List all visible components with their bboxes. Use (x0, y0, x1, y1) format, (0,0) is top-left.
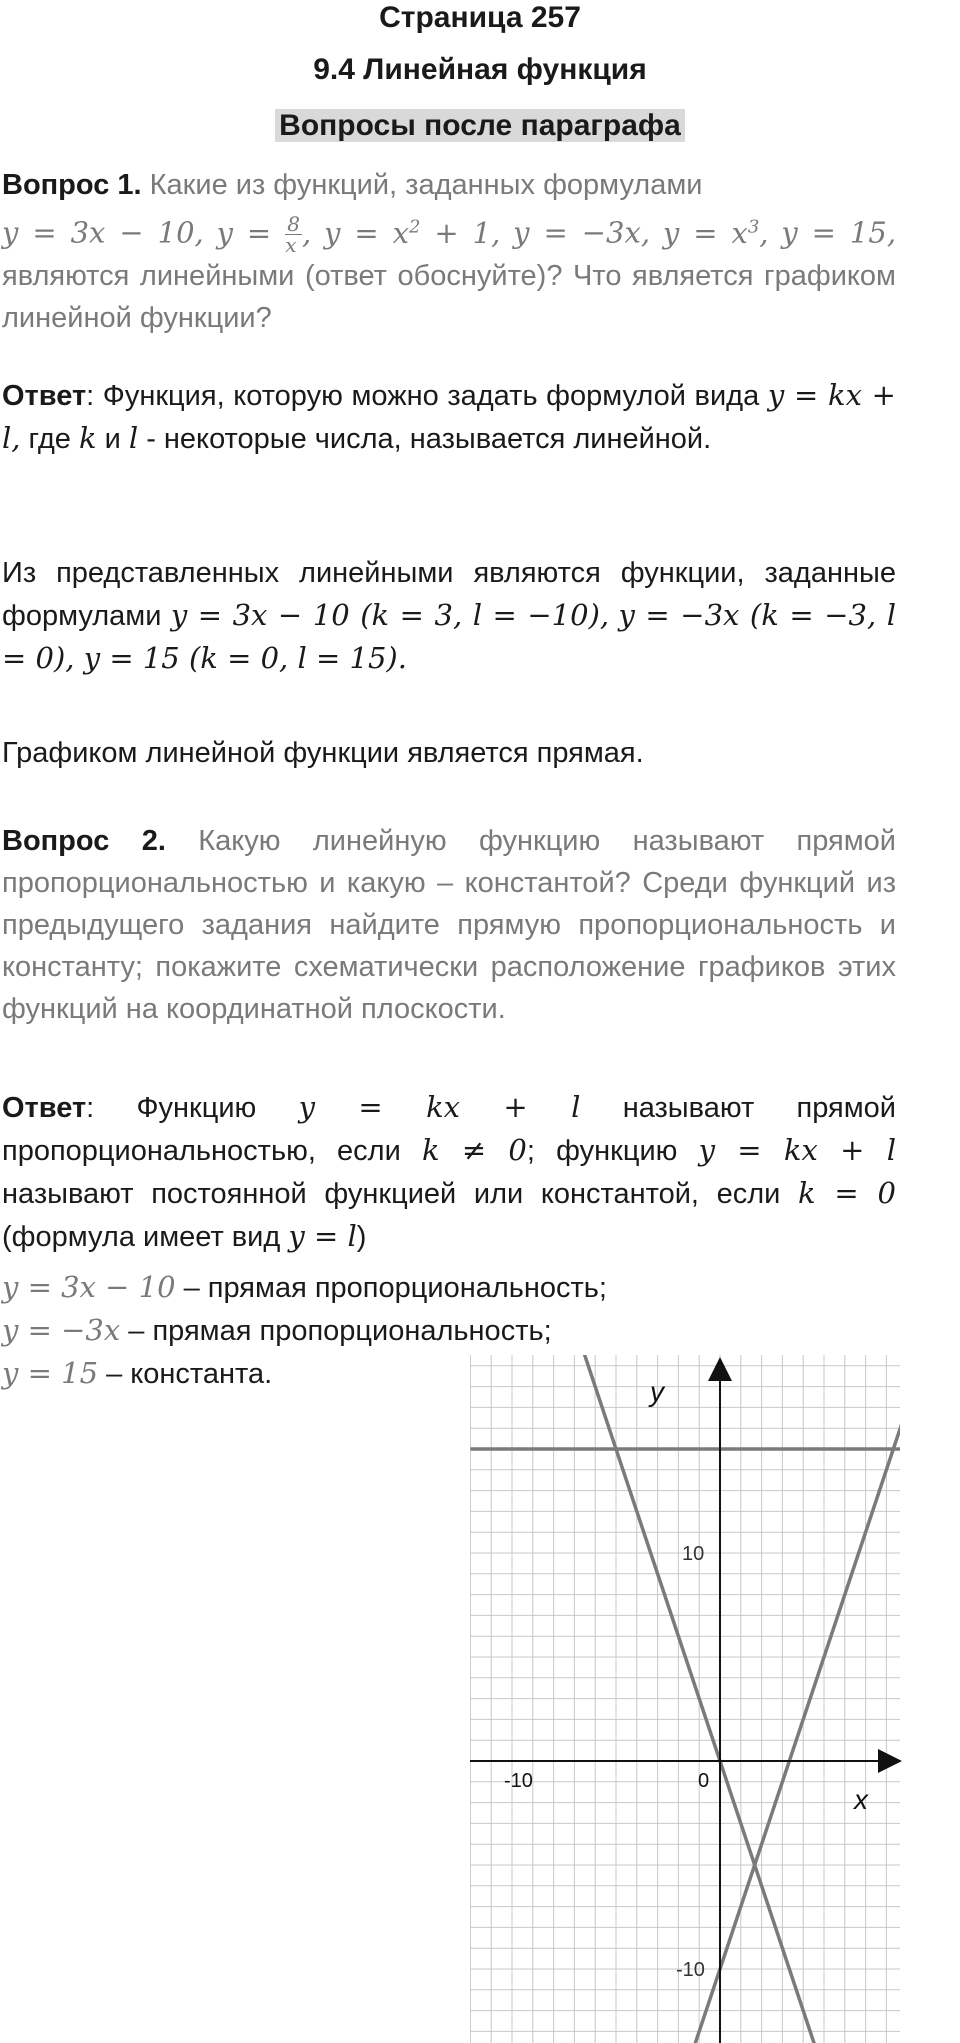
answer-2-label: Ответ (2, 1092, 87, 1124)
page-title: Страница 257 (379, 1, 581, 34)
linear-formula-2: y = −3x (618, 598, 740, 632)
classification-row-3: y = 15 – константа. (2, 1356, 273, 1390)
questions-header: Вопросы после параграфа (275, 109, 685, 142)
tick-label-x-neg-10: -10 (504, 1770, 533, 1792)
fraction-8-over-x: $\frac{8}{x}$ (285, 212, 300, 258)
x-axis-label: x (854, 1784, 868, 1815)
answer-2: Ответ: Функцию y = kx + l называют прямой пропорциональностью, если k ≠ 0; функцию y = kx + l называют постоянной функцией или константой, если k = 0 (формула имеет вид y = l) (2, 1090, 897, 1253)
answer-1-rest: - некоторые числа, называется линейной. (138, 423, 712, 455)
answer-1-label: Ответ (2, 380, 87, 412)
questions-header-wrap (0, 108, 960, 144)
formula-5: $y = x^3$, (662, 215, 769, 250)
question-2 (2, 820, 896, 1030)
question-2-label: Вопрос 2. (2, 825, 166, 857)
tick-label-origin: 0 (698, 1770, 710, 1792)
axis-labels (504, 1376, 869, 1981)
tick-label-y-10: 10 (682, 1543, 705, 1565)
question-1-formulas (2, 206, 897, 258)
question-1-text-a: Какие из функций, заданных формулами (149, 169, 703, 201)
linear-formula-3: y = 15 (74, 641, 180, 675)
series-line-1 (470, 1407, 907, 2043)
question-1-label: Вопрос 1. (2, 169, 142, 201)
y-axis-label: y (650, 1376, 664, 1407)
question-2-text: Какую линейную функцию называют прямой пропорциональностью и какую – константой? Среди функций из предыдущего задания найдите прямую пропорциональность и константу; покажите схематически расположение графиков этих функций на координатной плоскости. (2, 825, 896, 1025)
formula-4: y = −3x, (513, 215, 651, 250)
axes (470, 1361, 898, 2043)
tick-label-y-neg-10: -10 (676, 1959, 705, 1981)
section-title: 9.4 Линейная функция (313, 53, 647, 86)
classification-row-2: y = −3x – прямая пропорциональность; (2, 1313, 552, 1347)
answer-1-line1: Функция, которую можно задать формулой вида (94, 380, 760, 412)
classification-row-1: y = 3x − 10 – прямая пропорциональность; (2, 1270, 607, 1304)
formula-2: y = $\frac{8}{x}$ , (216, 212, 312, 258)
grid-lines (470, 1355, 900, 2043)
linear-formula-1: y = 3x − 10 (170, 598, 350, 632)
question-1 (2, 164, 896, 339)
answer-1: Ответ: Функция, которую можно задать формулой вида y = kx + l, где k и l - некоторые числа, называется линейной. (2, 378, 896, 455)
answer-1-linear-list: Из представленных линейными являются функции, заданные формулами y = 3x − 10 (k = 3, l = −10), y = −3x (k = −3, l = 0), y = 15 (k = 0, l = 15). (2, 557, 896, 675)
formula-3: $y = x^2 + 1$, (323, 215, 501, 250)
answer-1-formula: y = kx + l, (2, 378, 896, 455)
question-1-text-b: являются линейными (ответ обоснуйте)? Что является графиком линейной функции? (2, 260, 896, 335)
answer-1-graph-statement: Графиком линейной функции является прямая. (2, 737, 644, 769)
formula-1: y = 3x − 10, (2, 215, 204, 250)
coordinate-plane-graph (470, 1355, 910, 2043)
formula-6: y = 15, (781, 215, 897, 250)
